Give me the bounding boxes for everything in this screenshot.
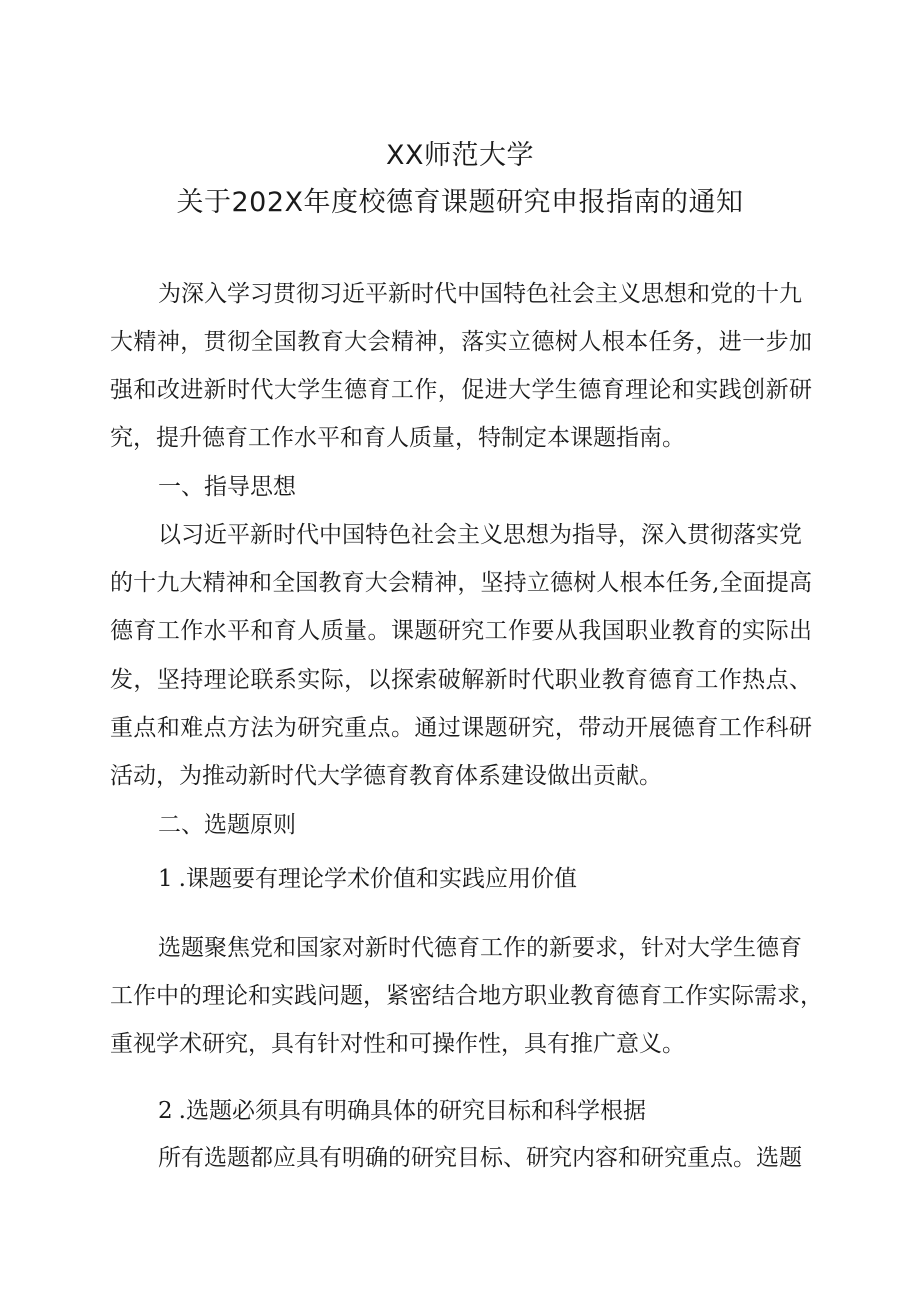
item2-line: 所有选题都应具有明确的研究目标、研究内容和研究重点。选题	[158, 1145, 802, 1171]
intro-line: 大精神，贯彻全国教育大会精神，落实立德树人根本任务，进一步加	[110, 329, 812, 355]
section1-line: 发，坚持理论联系实际，以探索破解新时代职业教育德育工作热点、	[110, 667, 812, 693]
item1-heading-text: .课题要有理论学术价值和实践应用价值	[178, 866, 577, 892]
section1-line: 的十九大精神和全国教育大会精神，坚持立德树人根本任务,全面提高	[110, 570, 812, 596]
item1-number: 1	[158, 866, 173, 892]
section-heading-topic-principles: 二、选题原则	[158, 812, 296, 838]
item2-heading	[158, 1096, 646, 1126]
intro-line: 为深入学习贯彻习近平新时代中国特色社会主义思想和党的十九	[158, 281, 802, 307]
item1-heading	[158, 864, 577, 894]
section1-line: 德育工作水平和育人质量。课题研究工作要从我国职业教育的实际出	[110, 618, 812, 644]
section-heading-guiding-thought: 一、指导思想	[158, 474, 296, 500]
item2-number: 2	[158, 1098, 173, 1124]
section1-line: 活动，为推动新时代大学德育教育体系建设做出贡献。	[110, 763, 662, 789]
intro-line: 强和改进新时代大学生德育工作，促进大学生德育理论和实践创新研	[110, 377, 812, 403]
section1-line: 以习近平新时代中国特色社会主义思想为指导，深入贯彻落实党	[158, 522, 802, 548]
item1-line: 工作中的理论和实践问题，紧密结合地方职业教育德育工作实际需求，	[110, 983, 823, 1009]
intro-line: 究，提升德育工作水平和育人质量，特制定本课题指南。	[110, 425, 685, 451]
section1-line: 重点和难点方法为研究重点。通过课题研究，带动开展德育工作科研	[110, 715, 812, 741]
item2-heading-text: .选题必须具有明确具体的研究目标和科学根据	[178, 1098, 646, 1124]
title-notice: 关于202X年度校德育课题研究申报指南的通知	[176, 187, 744, 218]
title-university: XX师范大学	[386, 140, 534, 171]
item1-line: 重视学术研究，具有针对性和可操作性，具有推广意义。	[110, 1031, 685, 1057]
item1-line: 选题聚焦党和国家对新时代德育工作的新要求，针对大学生德育	[158, 935, 802, 961]
